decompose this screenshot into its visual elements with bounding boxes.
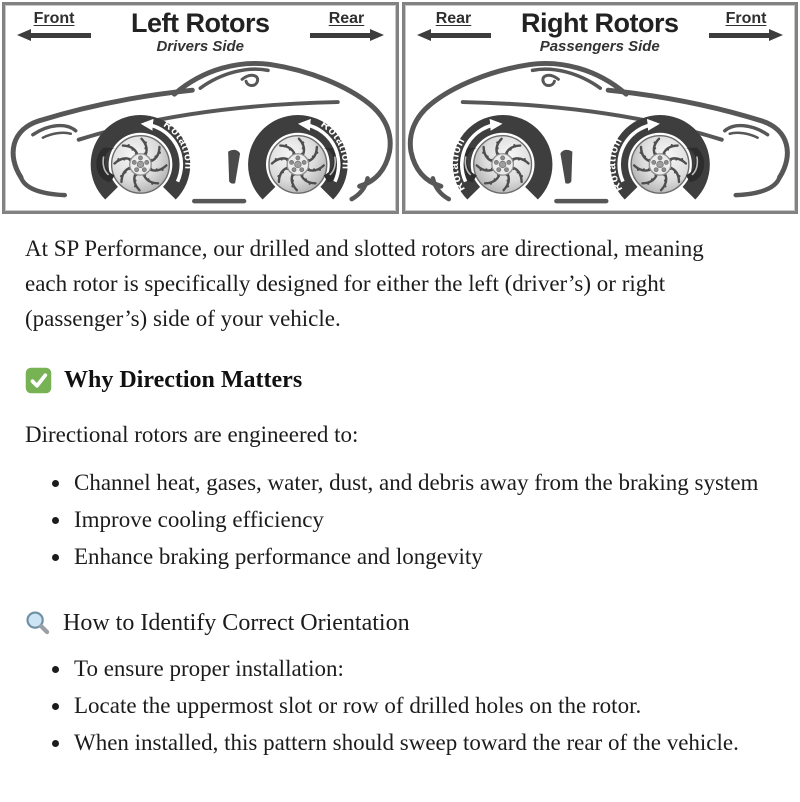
list-item: • To ensure proper installation:	[72, 651, 770, 687]
rotation-text-rear-left: Rotation	[318, 118, 352, 170]
front-direction-indicator	[709, 10, 783, 41]
panel-subtitle: Passengers Side	[539, 38, 660, 55]
right-panel-title-block	[491, 10, 710, 54]
left-arrow-icon	[17, 29, 91, 41]
list-item: • Locate the uppermost slot or row of drilled holes on the rotor.	[72, 688, 770, 724]
list-item: • When installed, this pattern should sweep toward the rear of the vehicle.	[72, 725, 770, 761]
how-bullet-list	[25, 651, 770, 761]
rotation-text-front-left: Rotation	[161, 118, 195, 170]
list-item: • Improve cooling efficiency	[72, 502, 770, 538]
rear-label: Rear	[328, 10, 365, 27]
front-label: Front	[725, 10, 767, 27]
right-panel-header	[417, 10, 784, 54]
rotor-direction-diagram	[2, 2, 798, 214]
why-direction-matters-heading	[25, 366, 770, 395]
right-arrow-icon	[709, 29, 783, 41]
panel-title: Left Rotors	[131, 8, 270, 38]
magnifying-glass-icon	[25, 610, 51, 636]
rotation-text-front-right: Rotation	[605, 135, 625, 194]
article-body	[0, 214, 800, 761]
rotation-text-rear-right: Rotation	[448, 135, 468, 194]
rear-label: Rear	[435, 10, 472, 27]
panel-subtitle: Drivers Side	[156, 38, 245, 55]
front-direction-indicator	[17, 10, 91, 41]
left-arrow-icon	[417, 29, 491, 41]
engineered-to-lead: Directional rotors are engineered to:	[25, 421, 359, 447]
left-panel-title-block	[91, 10, 310, 54]
intro-paragraph: At SP Performance, our drilled and slotted rotors are directional, meaning each rotor is specifically designed for either the left (driver’s) or right (passenger’s) side of your vehicle.	[25, 236, 704, 331]
rear-direction-indicator	[417, 10, 491, 41]
right-arrow-icon	[310, 29, 384, 41]
front-label: Front	[33, 10, 75, 27]
heading-text: Why Direction Matters	[64, 367, 303, 393]
left-panel-header	[17, 10, 384, 54]
right-rotors-panel	[402, 2, 799, 214]
check-mark-icon	[25, 367, 52, 394]
left-rotors-panel	[2, 2, 399, 214]
why-bullet-list	[25, 465, 770, 575]
panel-title: Right Rotors	[521, 8, 679, 38]
list-item: • Enhance braking performance and longevity	[72, 539, 770, 575]
rear-direction-indicator	[310, 10, 384, 41]
list-item: • Channel heat, gases, water, dust, and debris away from the braking system	[72, 465, 770, 501]
identify-orientation-heading	[25, 609, 770, 638]
heading-text: How to Identify Correct Orientation	[63, 609, 410, 636]
